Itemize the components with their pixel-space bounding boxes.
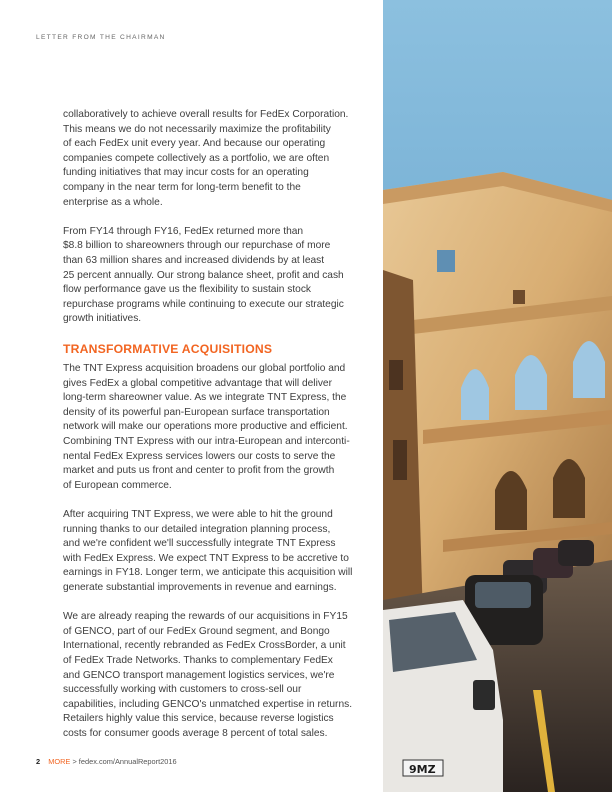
page-footer (36, 757, 177, 766)
section-label: LETTER FROM THE CHAIRMAN (36, 34, 166, 41)
body-paragraph: From FY14 through FY16, FedEx returned more than $8.8 billion to shareowners through our repurchase of more than 63 million shares and increased dividends by at least 25 percent annually. Our strong balance sheet, profit and cash flow performance gave us the flexibility to sustain stock repurchase programs while continuing to execute our strategic growth initiatives. (63, 225, 344, 325)
body-paragraph: The TNT Express acquisition broadens our global portfolio and gives FedEx a global competitive advantage that will deliver long-term shareowner value. As we integrate TNT Express, the density of its powerful pan-European surface transportation network will make our operations more productive and efficient. Combining TNT Express with our intra-European and interconti- nental FedEx Express services lowers our costs to serve the market and puts us front and center to profit from the growth of European commerce. (63, 363, 350, 491)
body-paragraph: We are already reaping the rewards of our acquisitions in FY15 of GENCO, part of our FedEx Ground segment, and Bongo International, recently rebranded as FedEx CrossBorder, a unit of FedEx Trade Networks. Thanks to complementary FedEx and GENCO transport management logistics services, we're successfully working with customers to cross-sell our capabilities, including GENCO's unmatched expertise in returns. Retailers highly value this service, because reverse logistics costs for consumer goods average 8 percent of total sales. (63, 611, 353, 739)
report-link[interactable]: > fedex.com/AnnualReport2016 (72, 757, 177, 766)
body-paragraph: collaboratively to achieve overall results for FedEx Corporation. This means we do not necessarily maximize the profitability of each FedEx unit every year. And because our operating companies compete collectively as a portfolio, we are often funding initiatives that may incur costs for an operating company in the near term for long-term benefit to the enterprise as a whole. (63, 109, 349, 208)
license-plate-text: 9MZ (409, 763, 436, 776)
page-number: 2 (36, 757, 41, 766)
section-heading: TRANSFORMATIVE ACQUISITIONS (63, 341, 273, 356)
body-paragraph: After acquiring TNT Express, we were able to hit the ground running thanks to our detailed integration planning process, and we're confident we'll successfully integrate TNT Express with FedEx Express. We expect TNT Express to be accretive to earnings in FY18. Longer term, we anticipate this acquisition will generate substantial improvements in revenue and earnings. (63, 509, 353, 593)
colosseum-photo (383, 0, 612, 792)
more-label: MORE (48, 757, 71, 766)
letter-body (63, 108, 369, 756)
